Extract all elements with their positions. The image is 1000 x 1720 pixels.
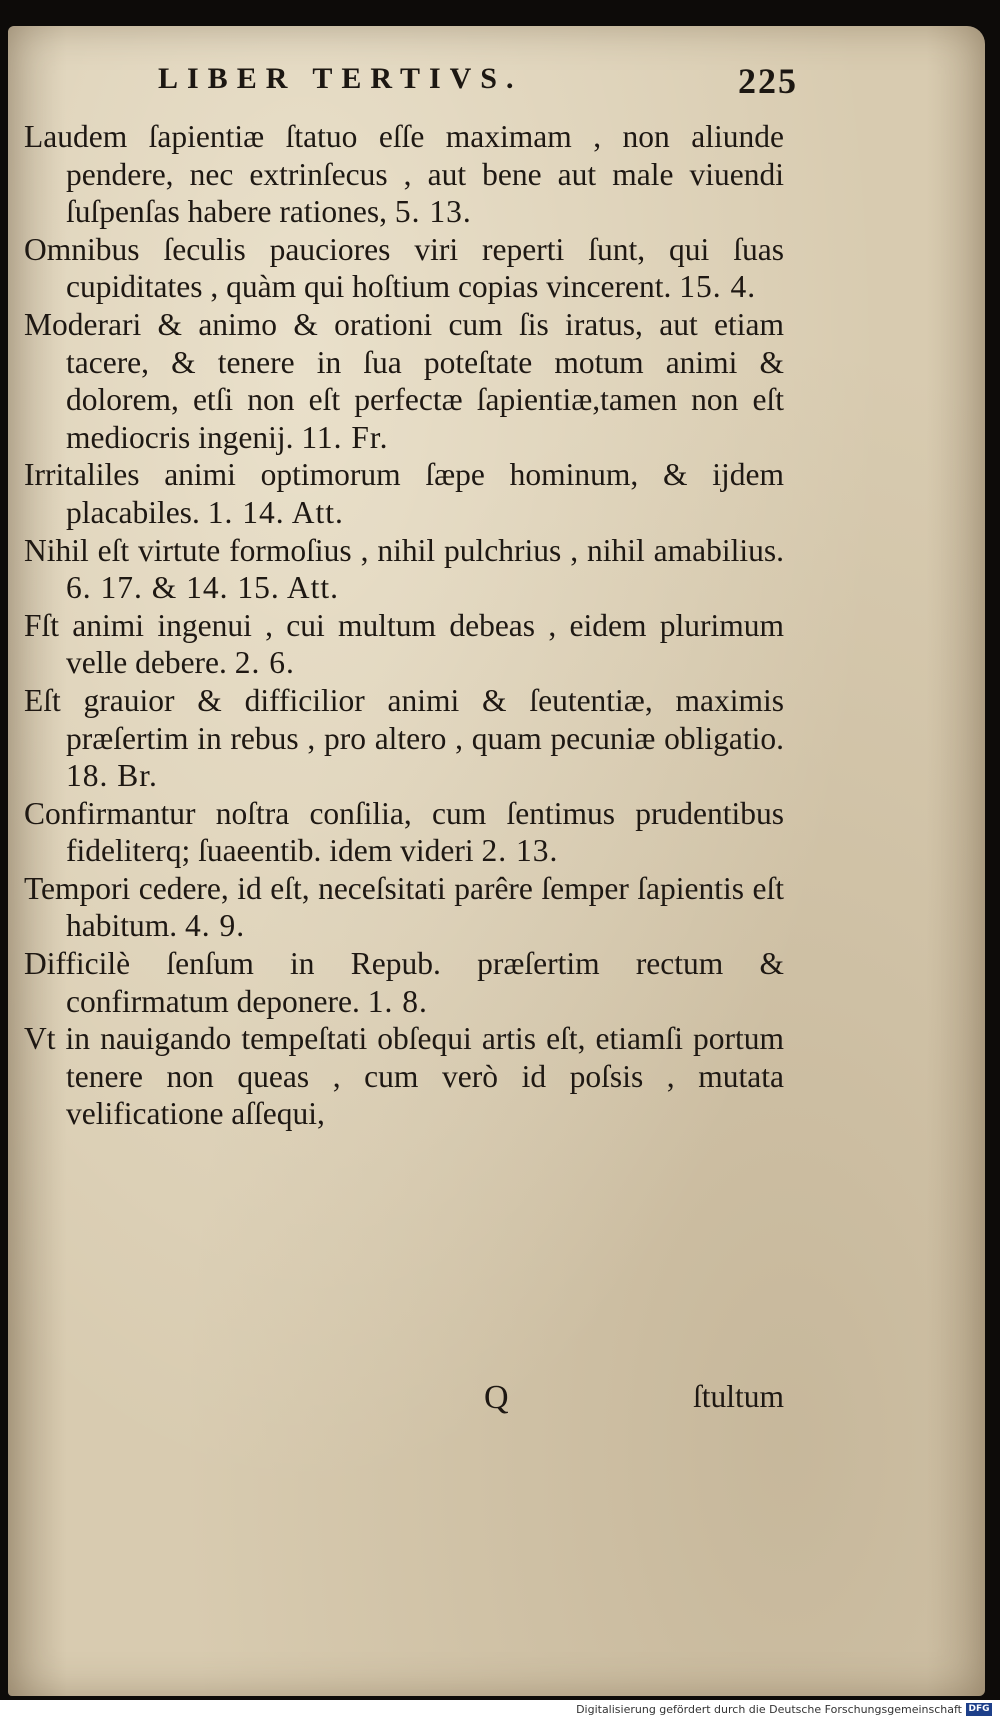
- entry-reference: 1. 8.: [367, 983, 428, 1019]
- catchword: ſtultum: [692, 1379, 784, 1414]
- index-entry: [24, 607, 784, 682]
- entry-text: Vt in nauigando tempeſtati obſequi artis eſt, etiamſi portum tenere non queas , cum verò id poſsis , mutata velificatione aſſequi,: [24, 1021, 784, 1132]
- entry-reference: 2. 6.: [234, 645, 295, 681]
- entry-text: Difficilè ſenſum in Repub. præſertim rectum & confirmatum deponere.: [24, 946, 784, 1019]
- signature-mark: Q: [484, 1379, 509, 1416]
- entry-text: Tempori cedere, id eſt, neceſsitati parêre ſemper ſapientis eſt habitum.: [24, 870, 784, 944]
- footer-credit: Digitalisierung gefördert durch die Deutsche Forschungsgemeinschaft: [576, 1703, 962, 1716]
- index-entry: [24, 118, 784, 231]
- index-entries: [24, 118, 784, 1133]
- entry-reference: 18. Br.: [66, 758, 158, 794]
- index-entry: [24, 1020, 784, 1133]
- entry-text: Moderari & animo & orationi cum ſis iratus, aut etiam tacere, & tenere in ſua poteſtate motum animi & dolorem, etſi non eſt perfectæ ſapientiæ,tamen non eſt mediocris ingenij.: [24, 306, 784, 455]
- entry-text: Confirmantur noſtra conſilia, cum ſentimus prudentibus fideliterq; ſuaeentib. idem videri: [24, 795, 784, 869]
- entry-reference: 15. 4.: [679, 269, 757, 305]
- entry-text: Eſt grauior & difficilior animi & ſeutentiæ, maximis præſertim in rebus , pro altero , quam pecuniæ obligatio.: [24, 682, 784, 756]
- entry-reference: 11. Fr.: [301, 419, 389, 455]
- entry-text: Laudem ſapientiæ ſtatuo eſſe maximam , non aliunde pendere, nec extrinſecus , aut bene aut male viuendi ſuſpenſas habere rationes,: [24, 119, 784, 230]
- index-entry: [24, 945, 784, 1020]
- index-entry: [24, 306, 784, 456]
- entry-reference: 6. 17. & 14. 15. Att.: [66, 570, 340, 606]
- book-page: [8, 26, 985, 1696]
- entry-reference: 5. 13.: [394, 194, 472, 230]
- index-entry: [24, 231, 784, 306]
- running-title: LIBER TERTIVS.: [158, 62, 523, 95]
- index-entry: [24, 532, 784, 607]
- digitization-footer: [0, 1700, 1000, 1720]
- index-entry: [24, 795, 784, 870]
- page-number: 225: [738, 61, 798, 101]
- dfg-logo: DFG: [966, 1703, 992, 1716]
- index-entry: [24, 682, 784, 795]
- entry-text: Irritaliles animi optimorum ſæpe hominum, & ijdem placabiles.: [24, 457, 784, 530]
- entry-reference: 4. 9.: [185, 908, 246, 944]
- entry-text: Omnibus ſeculis pauciores viri reperti ſunt, qui ſuas cupiditates , quàm qui hoſtium copias vincerent.: [24, 231, 784, 305]
- index-entry: [24, 870, 784, 945]
- entry-text: Nihil eſt virtute formoſius , nihil pulchrius , nihil amabilius.: [24, 532, 784, 568]
- catchword-row: [24, 1379, 784, 1419]
- entry-reference: 1. 14. Att.: [207, 494, 344, 530]
- entry-reference: 2. 13.: [481, 833, 559, 869]
- running-head: [158, 62, 818, 112]
- entry-text: Fſt animi ingenui , cui multum debeas , eidem plurimum velle debere.: [24, 607, 784, 681]
- index-entry: [24, 456, 784, 531]
